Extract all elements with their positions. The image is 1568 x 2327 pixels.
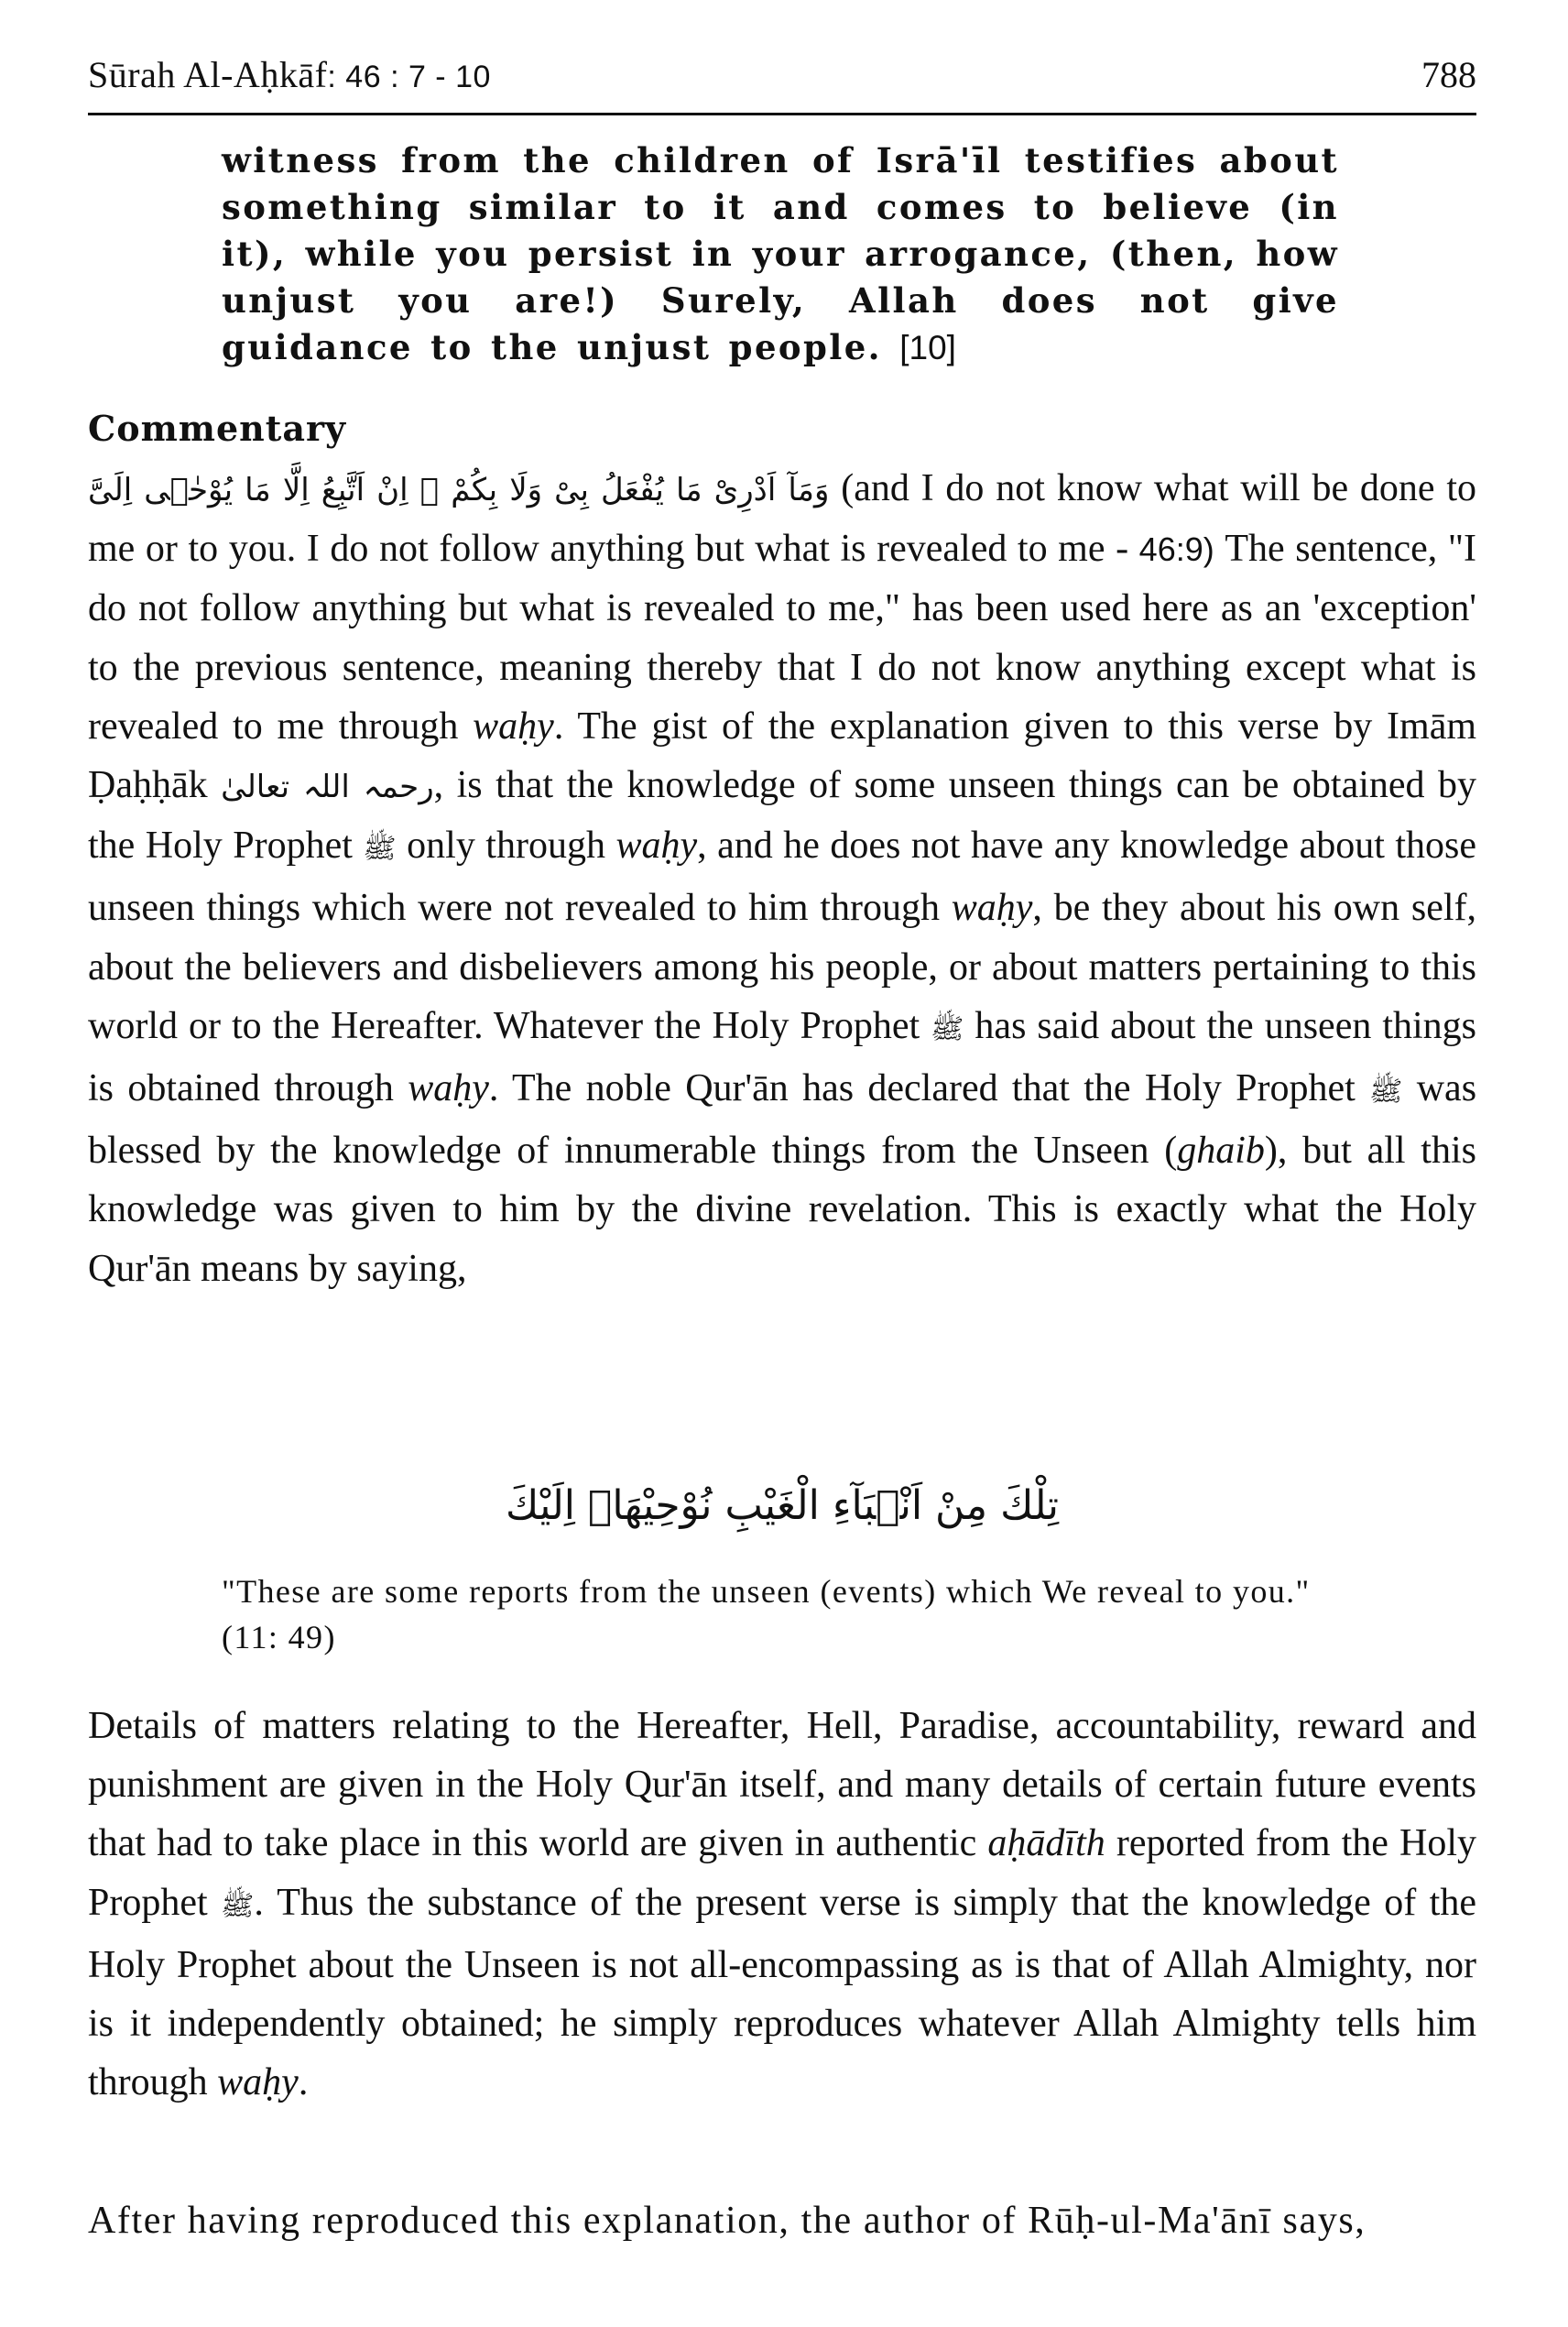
commentary-heading: Commentary xyxy=(88,408,347,449)
text-run: only through xyxy=(407,825,605,868)
italic-term: waḥy xyxy=(615,825,698,868)
page-header xyxy=(88,53,1476,108)
verse-range: : 46 : 7 - 10 xyxy=(327,60,491,94)
translation-text: witness from the children of Isrā'īl testifies about something similar to it and comes to believe (in it), while you persist in your arrogance, (then, how unjust you are!) Surely, Allah does not give guidance to the unjust people. xyxy=(222,140,1339,367)
arabic-honorific: رحمہ اللہ تعالیٰ xyxy=(221,769,434,806)
text-run: Details of matters relating to the Hereafter, Hell, Paradise, accountability, reward and punishment are given in the Holy Qur'ān itself, and many details of certain future events that had to take place in this world are given in authentic xyxy=(88,1705,1476,1865)
italic-term: waḥy xyxy=(217,2061,299,2104)
verse-number: [10] xyxy=(899,329,956,366)
salutation-glyph: ﷺ xyxy=(363,833,397,866)
italic-term: aḥādīth xyxy=(987,1822,1105,1865)
italic-term: waḥy xyxy=(408,1067,489,1110)
text-run: . Thus the substance of the present verse is simply that the knowledge of the Holy Prophet about the Unseen is not all-encompassing as is that of Allah Almighty, nor is it independently obtained; he simply reproduces whatever Allah Almighty tells him through xyxy=(88,1881,1476,2104)
text-run: , is that the knowledge of some unseen things can be obtained by the Holy Prophet xyxy=(88,764,1476,868)
italic-term: waḥy xyxy=(951,887,1033,930)
text-run: The sentence, "I do not follow anything but what is revealed to me," has been used here as an 'exception' to the previous sentence, meaning thereby that I do not know anything except what is revealed to me through xyxy=(88,528,1477,748)
text-run: . The noble Qur'ān has declared that the Holy Prophet xyxy=(488,1067,1356,1110)
verse-reference: 46:9) xyxy=(1138,530,1214,569)
text-run: was blessed by the knowledge of innumerable things from the Unseen ( xyxy=(88,1067,1477,1173)
verse-translation xyxy=(222,137,1339,371)
arabic-quote: تِلْكَ مِنْ اَنْۢبَآءِ الْغَیْبِ نُوْحِیْهَاۤ اِلَیْكَ xyxy=(505,1482,1059,1529)
text-run: , and he does not have any knowledge about those unseen things which were not revealed to him through xyxy=(88,825,1477,930)
commentary-paragraph-3: After having reproduced this explanation, the author of Rūḥ-ul-Ma'ānī says, xyxy=(88,2200,1367,2242)
text-run: reported from the Holy Prophet xyxy=(88,1822,1476,1924)
salutation-glyph: ﷺ xyxy=(1369,1076,1403,1109)
italic-term: ghaib xyxy=(1177,1130,1265,1173)
text-run: . The gist of the explanation given to this verse by Imām Ḍaḥḥāk xyxy=(88,705,1477,807)
running-head xyxy=(88,53,491,96)
commentary-paragraph-2 xyxy=(88,1697,1476,2112)
surah-name: Sūrah Al-Aḥkāf xyxy=(88,54,328,95)
header-rule xyxy=(88,113,1476,115)
text-run: , be they about his own self, about the believers and disbelievers among his people, or about matters pertaining to this world or to the Hereafter. Whatever the Holy Prophet xyxy=(88,887,1477,1047)
commentary-paragraph xyxy=(88,459,1476,1298)
page-number: 788 xyxy=(1421,54,1476,95)
text-run: . xyxy=(298,2061,309,2104)
salutation-glyph: ﷺ xyxy=(931,1012,964,1045)
text-run: has said about the unseen things is obtained through xyxy=(88,1004,1477,1110)
arabic-verse-inline: وَمَآ اَدْرِیْ مَا یُفْعَلُ بِیْ وَلَا بِكُمْ ۗ اِنْ اَتَّبِعُ اِلَّا مَا یُوْحٰۤى اِلَیَّ xyxy=(88,472,830,508)
salutation-glyph: ﷺ xyxy=(221,1889,255,1922)
text-run: ), but all this knowledge was given to him by the divine revelation. This is exactly what the Holy Qur'ān means by saying, xyxy=(88,1130,1476,1290)
text-run: (and I do not know what will be done to me or to you. I do not follow anything but what is revealed to me - xyxy=(88,467,1477,571)
italic-term: waḥy xyxy=(473,705,554,748)
quote-translation: "These are some reports from the unseen (events) which We reveal to you." (11: 49) xyxy=(222,1573,1311,1655)
